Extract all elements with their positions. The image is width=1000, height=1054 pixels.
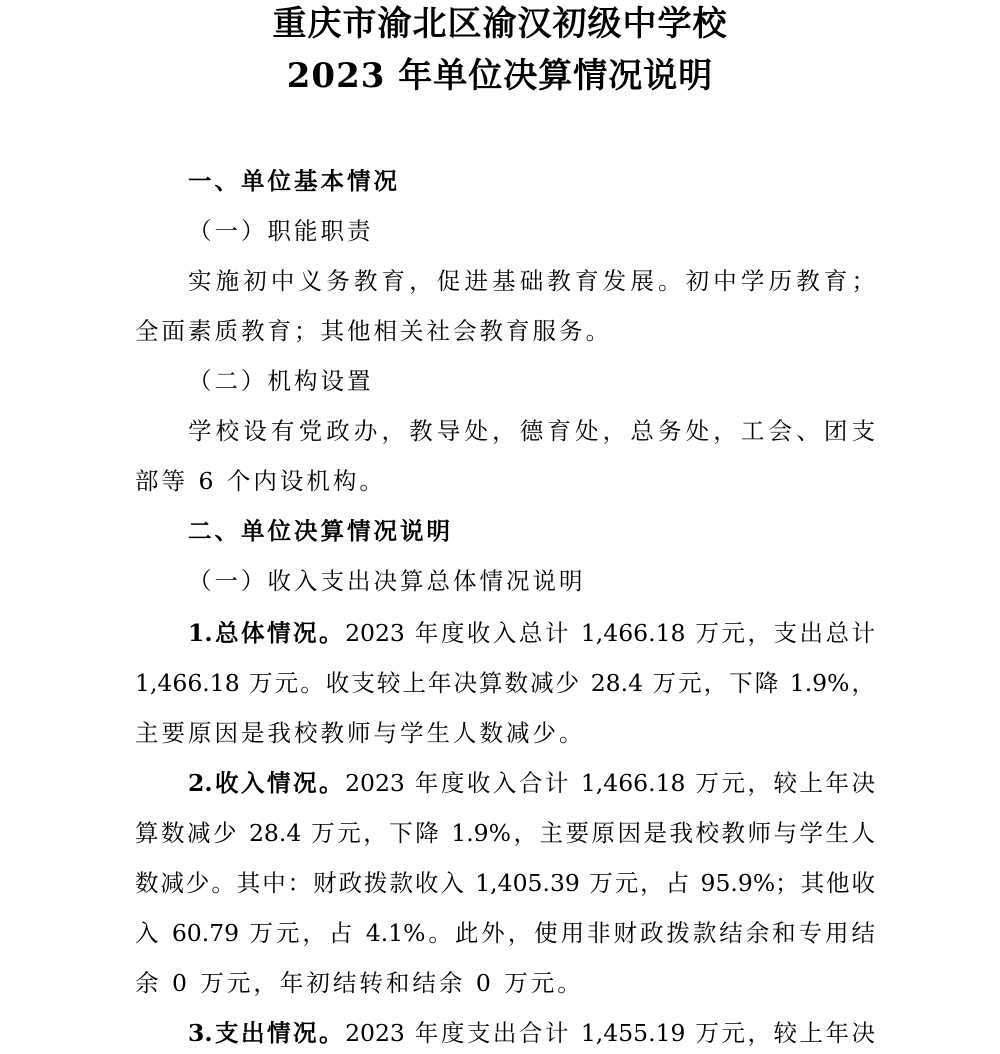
overall-paragraph-line-1 (188, 618, 875, 648)
income-paragraph-line-5: 余 0 万元，年初结转和结余 0 万元。 (135, 969, 584, 997)
overall-paragraph-line-2: 1,466.18 万元。收支较上年决算数减少 28.4 万元，下降 1.9%， (135, 669, 875, 697)
document-title-line-2: 2023 年单位决算情况说明 (286, 56, 714, 96)
section-1-subheading-organization: （二）机构设置 (188, 367, 374, 395)
overall-paragraph-label: 1.总体情况。 (188, 619, 346, 647)
expense-paragraph-line-1 (188, 1018, 875, 1048)
section-1-subheading-duties: （一）职能职责 (188, 217, 374, 245)
document-title-line-1: 重庆市渝北区渝汉初级中学校 (272, 4, 728, 44)
income-paragraph-line-1-text: 2023 年度收入合计 1,466.18 万元，较上年决 (345, 769, 875, 797)
expense-paragraph-label: 3.支出情况。 (188, 1019, 346, 1047)
income-paragraph-line-1 (188, 768, 875, 798)
organization-paragraph-line-2: 部等 6 个内设机构。 (135, 467, 386, 495)
duties-paragraph-line-1: 实施初中义务教育，促进基础教育发展。初中学历教育； (188, 267, 875, 295)
income-paragraph-label: 2.收入情况。 (188, 769, 346, 797)
income-paragraph-line-2: 算数减少 28.4 万元，下降 1.9%，主要原因是我校教师与学生人 (135, 819, 875, 847)
income-paragraph-line-4: 入 60.79 万元，占 4.1%。此外，使用非财政拨款结余和专用结 (135, 919, 875, 947)
section-1-heading: 一、单位基本情况 (188, 167, 400, 195)
section-2-subheading-overview: （一）收入支出决算总体情况说明 (188, 567, 586, 595)
organization-paragraph-line-1: 学校设有党政办，教导处，德育处，总务处，工会、团支 (188, 417, 875, 445)
overall-paragraph-line-3: 主要原因是我校教师与学生人数减少。 (135, 719, 586, 747)
income-paragraph-line-3: 数减少。其中：财政拨款收入 1,405.39 万元，占 95.9%；其他收 (135, 869, 875, 897)
duties-paragraph-line-2: 全面素质教育；其他相关社会教育服务。 (135, 317, 612, 345)
expense-paragraph-line-1-text: 2023 年度支出合计 1,455.19 万元，较上年决 (345, 1019, 875, 1047)
overall-paragraph-line-1-text: 2023 年度收入总计 1,466.18 万元，支出总计 (345, 619, 875, 647)
section-2-heading: 二、单位决算情况说明 (188, 517, 453, 545)
